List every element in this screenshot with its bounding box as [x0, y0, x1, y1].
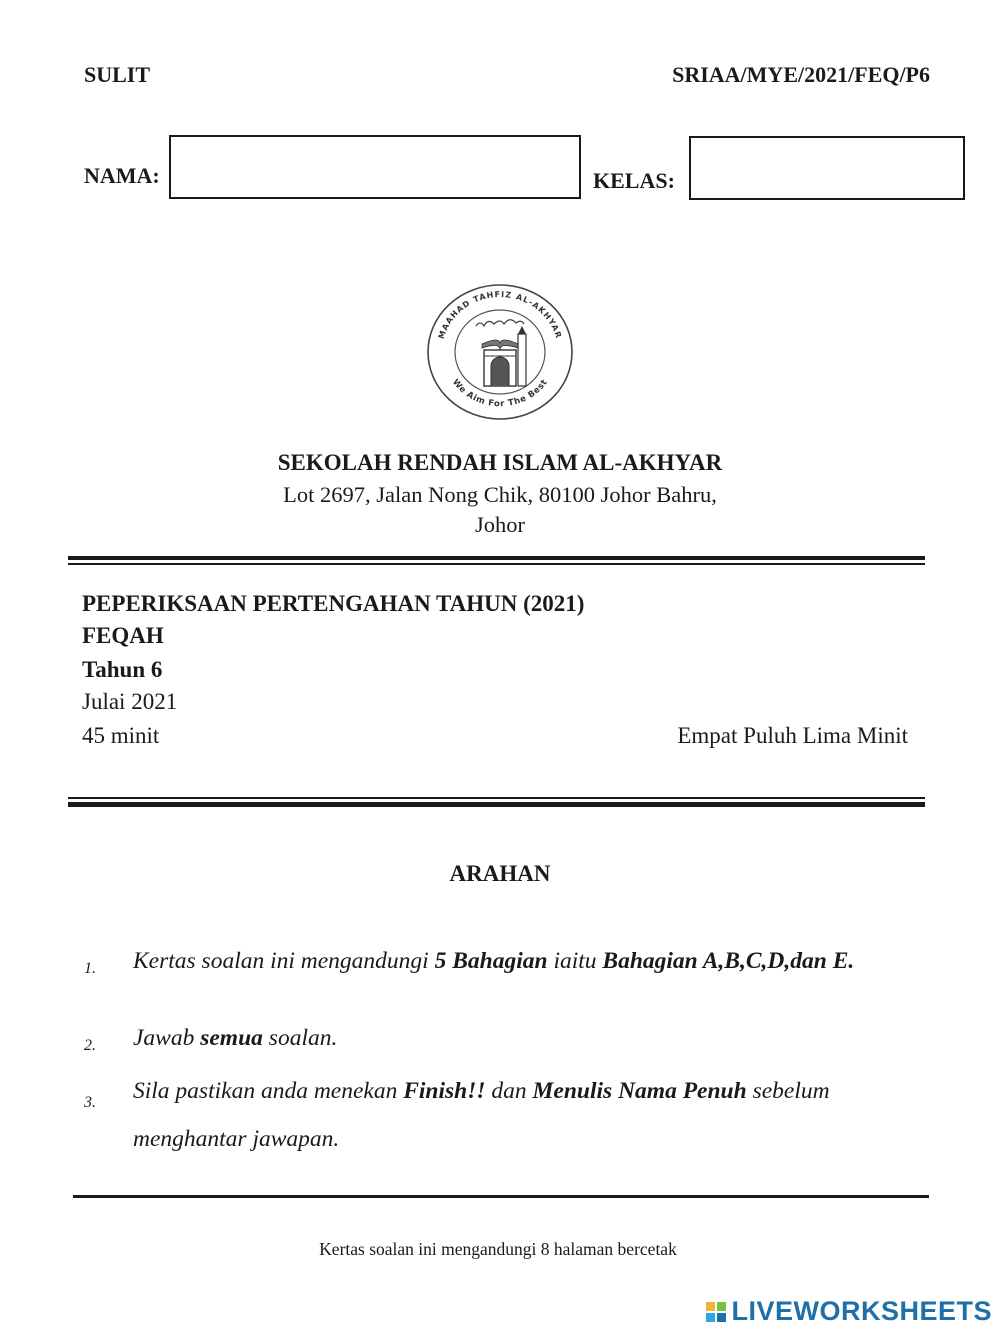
logo-ring-top-text: MAAHAD TAHFIZ AL-AKHYAR [436, 289, 564, 340]
divider-top-thick [68, 556, 925, 560]
exam-duration-words: Empat Puluh Lima Minit [677, 723, 908, 748]
divider-bottom [73, 1195, 929, 1198]
divider-mid-thick [68, 802, 925, 807]
instruction-number: 1. [84, 960, 96, 977]
instruction-emphasis: Finish!! [403, 1078, 486, 1104]
class-label: KELAS: [593, 168, 675, 193]
paper-code: SRIAA/MYE/2021/FEQ/P6 [672, 62, 930, 87]
instructions-heading: ARAHAN [449, 861, 551, 886]
instruction-text: Kertas soalan ini mengandungi [133, 948, 435, 974]
exam-title: PEPERIKSAAN PERTENGAHAN TAHUN (2021) [82, 591, 585, 616]
exam-duration: 45 minit [82, 723, 160, 748]
instruction-text: Sila pastikan anda menekan [133, 1078, 404, 1104]
exam-date: Julai 2021 [82, 689, 178, 714]
instruction-number: 3. [84, 1094, 96, 1111]
exam-year: Tahun 6 [82, 657, 163, 682]
school-logo [424, 282, 576, 422]
liveworksheets-icon [706, 1302, 726, 1322]
divider-mid-thin [68, 797, 925, 799]
confidential-label: SULIT [84, 62, 151, 87]
instruction-emphasis: semua [200, 1025, 263, 1051]
divider-top-thin [68, 563, 925, 565]
logo-ring-bottom-text: We Aim For The Best [449, 377, 550, 410]
liveworksheets-logo[interactable] [706, 1296, 992, 1327]
school-address-line1: Lot 2697, Jalan Nong Chik, 80100 Johor Bahru, [283, 482, 717, 507]
instruction-emphasis: Menulis Nama Penuh [532, 1078, 747, 1104]
name-field[interactable] [169, 135, 581, 199]
instruction-item-2 [84, 1021, 914, 1055]
instruction-text: dan [485, 1078, 533, 1104]
instruction-emphasis: 5 Bahagian [434, 948, 548, 974]
instruction-text: soalan. [262, 1025, 338, 1051]
name-label: NAMA: [84, 163, 160, 188]
instruction-text: Jawab [133, 1025, 201, 1051]
page-count-note: Kertas soalan ini mengandungi 8 halaman bercetak [319, 1239, 677, 1259]
school-name: SEKOLAH RENDAH ISLAM AL-AKHYAR [277, 450, 723, 475]
instruction-text: iaitu [547, 948, 603, 974]
instruction-text: sebelum menghantar jawapan. [133, 1078, 830, 1152]
school-address-line2: Johor [475, 512, 525, 537]
class-field[interactable] [689, 136, 965, 200]
liveworksheets-text: LIVEWORKSHEETS [731, 1296, 992, 1326]
svg-text:MAAHAD TAHFIZ AL-AKHYAR [437, 290, 563, 340]
instruction-emphasis: Bahagian A,B,C,D,dan E. [602, 948, 855, 974]
class-field-value [691, 138, 963, 170]
instruction-item-3 [84, 1075, 914, 1163]
instruction-item-1 [84, 944, 914, 978]
instruction-number: 2. [84, 1037, 96, 1054]
name-field-value [171, 137, 579, 169]
exam-subject: FEQAH [82, 623, 164, 648]
